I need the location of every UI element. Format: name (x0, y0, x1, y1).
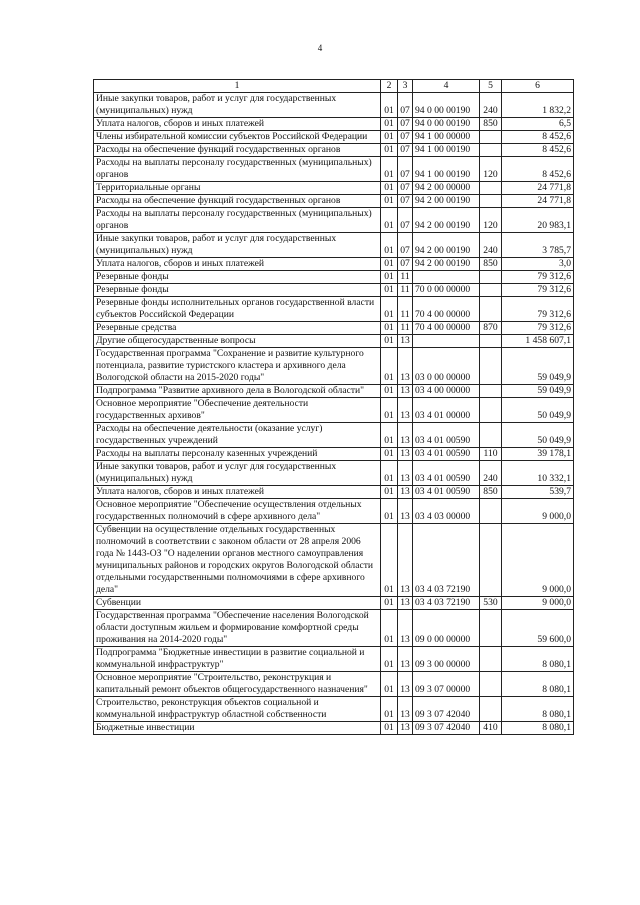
row-expense-type: 120 (480, 208, 502, 233)
table-row (94, 398, 574, 423)
table-row (94, 348, 574, 385)
row-subsection: 13 (398, 672, 413, 697)
table-row (94, 118, 574, 131)
row-amount: 6,5 (502, 118, 574, 131)
row-amount: 9 000,0 (502, 524, 574, 597)
row-subsection: 13 (398, 722, 413, 735)
row-expense-type (480, 335, 502, 348)
row-subsection: 13 (398, 647, 413, 672)
row-expense-type (480, 647, 502, 672)
row-section: 01 (381, 722, 398, 735)
row-subsection: 07 (398, 118, 413, 131)
row-code: 70 0 00 00000 (413, 284, 480, 297)
row-subsection: 07 (398, 157, 413, 182)
row-expense-type: 110 (480, 448, 502, 461)
row-amount: 8 452,6 (502, 157, 574, 182)
row-code: 94 2 00 00000 (413, 182, 480, 195)
row-section: 01 (381, 647, 398, 672)
row-section: 01 (381, 348, 398, 385)
row-section: 01 (381, 131, 398, 144)
row-code: 70 4 00 00000 (413, 297, 480, 322)
table-row (94, 697, 574, 722)
row-subsection: 11 (398, 284, 413, 297)
table-row (94, 157, 574, 182)
row-amount: 1 832,2 (502, 93, 574, 118)
row-code: 70 4 00 00000 (413, 322, 480, 335)
table-body (94, 93, 574, 735)
row-code: 03 4 03 72190 (413, 524, 480, 597)
table-row (94, 271, 574, 284)
row-section: 01 (381, 284, 398, 297)
row-amount: 24 771,8 (502, 182, 574, 195)
table-row (94, 524, 574, 597)
row-name: Расходы на обеспечение функций государственных органов (94, 144, 381, 157)
table-row (94, 233, 574, 258)
row-code: 94 0 00 00190 (413, 93, 480, 118)
row-amount: 539,7 (502, 486, 574, 499)
row-name: Бюджетные инвестиции (94, 722, 381, 735)
row-amount: 79 312,6 (502, 297, 574, 322)
row-section: 01 (381, 182, 398, 195)
row-code: 03 4 01 00590 (413, 423, 480, 448)
row-amount: 59 600,0 (502, 610, 574, 647)
row-expense-type (480, 348, 502, 385)
row-code: 94 2 00 00190 (413, 208, 480, 233)
table-row (94, 208, 574, 233)
header-cell: 1 (94, 80, 381, 93)
row-expense-type (480, 195, 502, 208)
row-expense-type (480, 499, 502, 524)
table-row (94, 647, 574, 672)
row-expense-type: 530 (480, 597, 502, 610)
header-cell: 2 (381, 80, 398, 93)
row-expense-type: 240 (480, 93, 502, 118)
header-cell: 6 (502, 80, 574, 93)
table-row (94, 284, 574, 297)
row-code: 03 4 01 00590 (413, 461, 480, 486)
row-expense-type: 120 (480, 157, 502, 182)
table-row (94, 144, 574, 157)
row-name: Расходы на обеспечение функций государственных органов (94, 195, 381, 208)
row-name: Уплата налогов, сборов и иных платежей (94, 486, 381, 499)
row-code: 94 2 00 00190 (413, 195, 480, 208)
row-name: Резервные фонды исполнительных органов государственной власти субъектов Российской Федерации (94, 297, 381, 322)
row-name: Расходы на выплаты персоналу государственных (муниципальных) органов (94, 208, 381, 233)
row-subsection: 07 (398, 208, 413, 233)
row-expense-type: 870 (480, 322, 502, 335)
row-subsection: 13 (398, 335, 413, 348)
row-subsection: 07 (398, 233, 413, 258)
row-code (413, 335, 480, 348)
row-section: 01 (381, 297, 398, 322)
budget-table (93, 79, 574, 735)
row-name: Резервные средства (94, 322, 381, 335)
row-code: 09 0 00 00000 (413, 610, 480, 647)
table-row (94, 423, 574, 448)
row-amount: 8 080,1 (502, 697, 574, 722)
row-section: 01 (381, 610, 398, 647)
row-subsection: 13 (398, 697, 413, 722)
row-expense-type (480, 297, 502, 322)
row-section: 01 (381, 385, 398, 398)
row-amount: 3 785,7 (502, 233, 574, 258)
row-section: 01 (381, 461, 398, 486)
row-name: Расходы на выплаты персоналу государственных (муниципальных) органов (94, 157, 381, 182)
header-cell: 5 (480, 80, 502, 93)
row-subsection: 13 (398, 610, 413, 647)
row-section: 01 (381, 322, 398, 335)
table-row (94, 258, 574, 271)
row-subsection: 13 (398, 398, 413, 423)
row-subsection: 13 (398, 348, 413, 385)
row-section: 01 (381, 597, 398, 610)
row-amount: 8 080,1 (502, 647, 574, 672)
row-amount: 8 452,6 (502, 131, 574, 144)
row-amount: 8 080,1 (502, 672, 574, 697)
row-name: Иные закупки товаров, работ и услуг для государственных (муниципальных) нужд (94, 233, 381, 258)
row-expense-type (480, 182, 502, 195)
row-amount: 39 178,1 (502, 448, 574, 461)
row-expense-type (480, 610, 502, 647)
row-name: Строительство, реконструкция объектов социальной и коммунальной инфраструктур областной собственности (94, 697, 381, 722)
row-amount: 50 049,9 (502, 398, 574, 423)
row-expense-type: 850 (480, 258, 502, 271)
row-section: 01 (381, 195, 398, 208)
row-amount: 59 049,9 (502, 348, 574, 385)
row-expense-type: 410 (480, 722, 502, 735)
row-code: 03 0 00 00000 (413, 348, 480, 385)
row-section: 01 (381, 258, 398, 271)
row-expense-type (480, 423, 502, 448)
row-name: Другие общегосударственные вопросы (94, 335, 381, 348)
row-expense-type (480, 144, 502, 157)
row-code: 03 4 03 00000 (413, 499, 480, 524)
row-expense-type: 850 (480, 486, 502, 499)
row-name: Субвенции на осуществление отдельных государственных полномочий в соответствии с законом области от 28 апреля 2006 года № 1443-ОЗ "О наделении органов местного самоуправления муниципальных районов и городских округов Вологодской области отдельными государственными полномочиями в сфере архивного дела" (94, 524, 381, 597)
row-section: 01 (381, 423, 398, 448)
header-cell: 4 (413, 80, 480, 93)
table-row (94, 195, 574, 208)
row-name: Уплата налогов, сборов и иных платежей (94, 258, 381, 271)
row-code: 94 2 00 00190 (413, 258, 480, 271)
row-name: Иные закупки товаров, работ и услуг для государственных (муниципальных) нужд (94, 93, 381, 118)
row-section: 01 (381, 398, 398, 423)
table-row (94, 461, 574, 486)
row-name: Члены избирательной комиссии субъектов Российской Федерации (94, 131, 381, 144)
table-row (94, 182, 574, 195)
row-subsection: 13 (398, 597, 413, 610)
row-subsection: 07 (398, 144, 413, 157)
row-code: 03 4 03 72190 (413, 597, 480, 610)
table-row (94, 385, 574, 398)
row-expense-type (480, 697, 502, 722)
row-subsection: 07 (398, 258, 413, 271)
row-section: 01 (381, 93, 398, 118)
row-subsection: 13 (398, 423, 413, 448)
row-section: 01 (381, 208, 398, 233)
row-section: 01 (381, 335, 398, 348)
table-row (94, 486, 574, 499)
row-amount: 8 080,1 (502, 722, 574, 735)
row-section: 01 (381, 233, 398, 258)
row-subsection: 13 (398, 461, 413, 486)
row-code: 03 4 01 00000 (413, 398, 480, 423)
row-name: Государственная программа "Обеспечение населения Вологодской области доступным жильем и формирование комфортной среды проживания на 2014-2020 годы" (94, 610, 381, 647)
row-section: 01 (381, 144, 398, 157)
row-subsection: 11 (398, 297, 413, 322)
row-subsection: 07 (398, 195, 413, 208)
row-code: 94 2 00 00190 (413, 233, 480, 258)
row-amount: 9 000,0 (502, 597, 574, 610)
row-section: 01 (381, 448, 398, 461)
row-amount: 24 771,8 (502, 195, 574, 208)
row-code: 03 4 00 00000 (413, 385, 480, 398)
row-name: Уплата налогов, сборов и иных платежей (94, 118, 381, 131)
row-code: 94 0 00 00190 (413, 118, 480, 131)
row-section: 01 (381, 118, 398, 131)
row-subsection: 13 (398, 499, 413, 524)
row-subsection: 11 (398, 271, 413, 284)
row-amount: 50 049,9 (502, 423, 574, 448)
row-amount: 9 000,0 (502, 499, 574, 524)
row-code: 03 4 01 00590 (413, 486, 480, 499)
row-code: 94 1 00 00190 (413, 144, 480, 157)
row-amount: 79 312,6 (502, 271, 574, 284)
table-row (94, 610, 574, 647)
row-name: Иные закупки товаров, работ и услуг для государственных (муниципальных) нужд (94, 461, 381, 486)
row-code: 09 3 07 00000 (413, 672, 480, 697)
table-row (94, 722, 574, 735)
row-amount: 79 312,6 (502, 322, 574, 335)
table-row (94, 93, 574, 118)
row-code: 09 3 00 00000 (413, 647, 480, 672)
row-amount: 10 332,1 (502, 461, 574, 486)
row-name: Резервные фонды (94, 271, 381, 284)
table-row (94, 297, 574, 322)
row-subsection: 07 (398, 93, 413, 118)
table-row (94, 322, 574, 335)
row-name: Основное мероприятие "Строительство, реконструкция и капитальный ремонт объектов общегосударственного назначения" (94, 672, 381, 697)
row-code: 09 3 07 42040 (413, 697, 480, 722)
row-expense-type: 240 (480, 233, 502, 258)
table-row (94, 499, 574, 524)
row-subsection: 13 (398, 448, 413, 461)
table-row (94, 672, 574, 697)
row-section: 01 (381, 697, 398, 722)
row-section: 01 (381, 486, 398, 499)
row-section: 01 (381, 157, 398, 182)
row-expense-type (480, 131, 502, 144)
row-name: Резервные фонды (94, 284, 381, 297)
row-subsection: 07 (398, 131, 413, 144)
table-row (94, 131, 574, 144)
row-amount: 8 452,6 (502, 144, 574, 157)
row-amount: 59 049,9 (502, 385, 574, 398)
header-cell: 3 (398, 80, 413, 93)
row-amount: 3,0 (502, 258, 574, 271)
row-expense-type (480, 284, 502, 297)
row-amount: 1 458 607,1 (502, 335, 574, 348)
row-section: 01 (381, 672, 398, 697)
row-expense-type (480, 271, 502, 284)
row-code: 03 4 01 00590 (413, 448, 480, 461)
table-header-row (94, 80, 574, 93)
row-name: Государственная программа "Сохранение и развитие культурного потенциала, развитие туристского кластера и архивного дела Вологодской области на 2015-2020 годы" (94, 348, 381, 385)
row-name: Основное мероприятие "Обеспечение деятельности государственных архивов" (94, 398, 381, 423)
row-amount: 79 312,6 (502, 284, 574, 297)
row-amount: 20 983,1 (502, 208, 574, 233)
row-name: Территориальные органы (94, 182, 381, 195)
page-number: 4 (317, 43, 323, 53)
table-row (94, 335, 574, 348)
row-code: 09 3 07 42040 (413, 722, 480, 735)
row-section: 01 (381, 524, 398, 597)
row-subsection: 13 (398, 486, 413, 499)
row-subsection: 07 (398, 182, 413, 195)
row-section: 01 (381, 499, 398, 524)
row-name: Основное мероприятие "Обеспечение осуществления отдельных государственных полномочий в сфере архивного дела" (94, 499, 381, 524)
row-expense-type: 850 (480, 118, 502, 131)
table-row (94, 448, 574, 461)
table-row (94, 597, 574, 610)
row-subsection: 13 (398, 385, 413, 398)
row-name: Расходы на выплаты персоналу казенных учреждений (94, 448, 381, 461)
row-name: Субвенции (94, 597, 381, 610)
row-name: Подпрограмма "Развитие архивного дела в Вологодской области" (94, 385, 381, 398)
row-section: 01 (381, 271, 398, 284)
row-expense-type (480, 398, 502, 423)
row-code: 94 1 00 00190 (413, 157, 480, 182)
row-expense-type: 240 (480, 461, 502, 486)
row-subsection: 11 (398, 322, 413, 335)
row-expense-type (480, 672, 502, 697)
row-expense-type (480, 385, 502, 398)
row-name: Подпрограмма "Бюджетные инвестиции в развитие социальной и коммунальной инфраструктур" (94, 647, 381, 672)
row-subsection: 13 (398, 524, 413, 597)
row-expense-type (480, 524, 502, 597)
row-code: 94 1 00 00000 (413, 131, 480, 144)
row-code (413, 271, 480, 284)
row-name: Расходы на обеспечение деятельности (оказание услуг) государственных учреждений (94, 423, 381, 448)
